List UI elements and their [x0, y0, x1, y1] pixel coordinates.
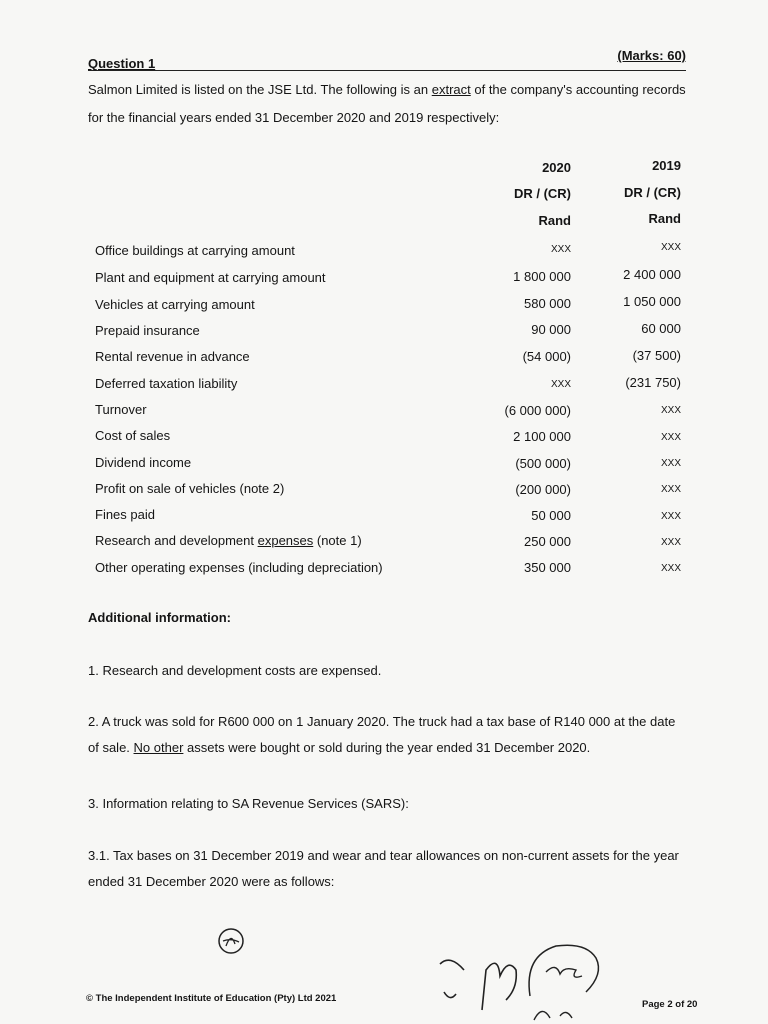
row-label-vehicles: Vehicles at carrying amount — [95, 297, 255, 312]
note-2-text-1: 2. A truck was sold for R600 000 on 1 January 2020. The truck had a tax base of R140 000 at the date of sale. — [88, 714, 676, 755]
col-2020-drcr: DR / (CR) — [513, 186, 571, 201]
note-2-emphasis: No other — [133, 740, 184, 755]
row-value-2019: XXX — [660, 432, 681, 443]
row-value-2020: 90 000 — [531, 322, 571, 337]
row-value-2019: XXX — [660, 563, 681, 574]
row-label-office-buildings: Office buildings at carrying amount — [95, 243, 295, 258]
question-header — [88, 48, 686, 71]
row-value-2020: (54 000) — [522, 349, 571, 364]
row-label-deferred-tax: Deferred taxation liability — [95, 376, 238, 391]
row-value-2020: 1 800 000 — [513, 269, 571, 284]
handwritten-circle-mark — [214, 924, 248, 958]
row-value-2019: XXX — [660, 484, 681, 495]
row-label-profit-on-sale: Profit on sale of vehicles (note 2) — [95, 481, 285, 496]
row-value-2019: XXX — [660, 537, 681, 548]
row-label-note: (note 1) — [313, 533, 362, 548]
row-value-2020: 580 000 — [524, 296, 571, 311]
row-value-2019: (231 750) — [625, 375, 681, 390]
col-2019-unit: Rand — [648, 211, 681, 226]
note-3: 3. Information relating to SA Revenue Services (SARS): — [88, 796, 409, 811]
row-value-2020: XXX — [550, 244, 571, 255]
additional-info-title: Additional information: — [88, 610, 231, 625]
intro-emphasis: extract — [431, 82, 471, 97]
footer-copyright: © The Independent Institute of Education (Pty) Ltd 2021 — [86, 993, 337, 1004]
marks-label: (Marks: 60) — [617, 48, 686, 63]
row-label-underlined: expenses — [257, 533, 314, 548]
row-value-2020: (200 000) — [515, 482, 571, 497]
intro-text-1: Salmon Limited is listed on the JSE Ltd. The following is an — [88, 82, 432, 97]
intro-text-2: of the company's accounting records for the financial years ended 31 December 2020 and 2019 respectively: — [88, 82, 686, 125]
col-2020-unit: Rand — [538, 213, 571, 228]
row-label-other-operating: Other operating expenses (including depreciation) — [95, 560, 383, 575]
row-label-cost-of-sales: Cost of sales — [95, 428, 171, 443]
note-2 — [88, 709, 688, 761]
note-2-text-2: assets were bought or sold during the year ended 31 December 2020. — [183, 740, 591, 755]
row-value-2020: 50 000 — [531, 508, 571, 523]
row-label-plant-equipment: Plant and equipment at carrying amount — [95, 270, 326, 285]
row-value-2019: 1 050 000 — [623, 294, 681, 309]
intro-paragraph — [88, 76, 688, 132]
note-3-1: 3.1. Tax bases on 31 December 2019 and wear and tear allowances on non-current assets for the year ended 31 December 2020 were as follows: — [88, 848, 679, 889]
row-value-2019: 60 000 — [641, 321, 681, 336]
col-2019-year: 2019 — [652, 158, 681, 173]
row-value-2019: (37 500) — [632, 348, 681, 363]
row-label-text: Research and development — [95, 533, 258, 548]
note-1: 1. Research and development costs are expensed. — [88, 663, 382, 678]
row-value-2019: XXX — [660, 458, 681, 469]
row-label-research-development — [95, 533, 362, 548]
col-2020-year: 2020 — [542, 160, 571, 175]
row-value-2020: 350 000 — [524, 560, 571, 575]
col-2019-drcr: DR / (CR) — [623, 185, 681, 200]
row-value-2019: 2 400 000 — [623, 267, 681, 282]
row-value-2020: XXX — [550, 379, 571, 390]
row-value-2019: XXX — [660, 511, 681, 522]
row-label-prepaid-insurance: Prepaid insurance — [95, 323, 200, 338]
row-label-dividend-income: Dividend income — [95, 455, 192, 470]
row-value-2019: XXX — [660, 405, 681, 416]
footer-page-number: Page 2 of 20 — [642, 999, 698, 1010]
row-value-2020: 2 100 000 — [513, 429, 571, 444]
row-label-turnover: Turnover — [95, 402, 147, 417]
question-title: Question 1 — [88, 56, 156, 71]
row-label-rental-revenue: Rental revenue in advance — [95, 349, 250, 364]
row-label-fines-paid: Fines paid — [95, 507, 155, 522]
row-value-2020: (500 000) — [515, 456, 571, 471]
row-value-2020: (6 000 000) — [504, 403, 571, 418]
row-value-2019: XXX — [660, 242, 681, 253]
handwritten-signature — [436, 940, 636, 1024]
row-value-2020: 250 000 — [524, 534, 571, 549]
